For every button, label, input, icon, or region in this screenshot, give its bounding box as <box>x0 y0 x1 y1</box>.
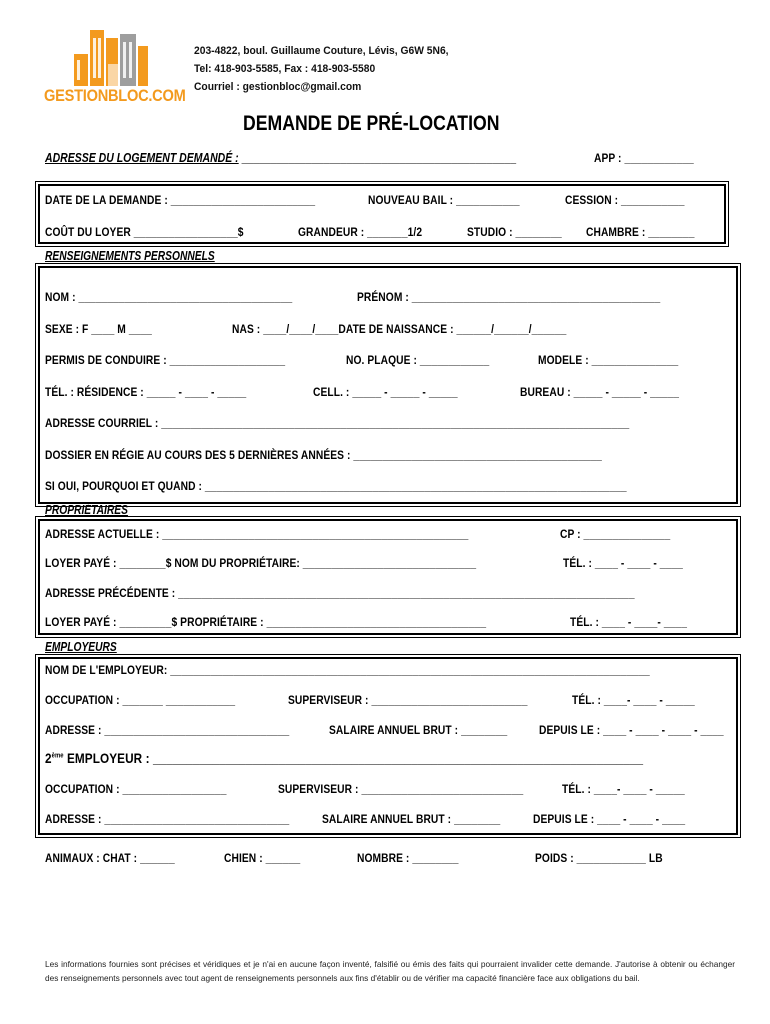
last-name-field[interactable]: NOM : _____________________________________ <box>45 290 293 304</box>
occupation-2-field[interactable]: OCCUPATION : __________________ <box>45 782 227 796</box>
cat-field[interactable]: ANIMAUX : CHAT : ______ <box>45 851 175 865</box>
assignment-field[interactable]: CESSION : ___________ <box>565 193 685 207</box>
employers-box <box>38 657 738 835</box>
pet-count-field[interactable]: NOMBRE : ________ <box>357 851 459 865</box>
since-2-field[interactable]: DEPUIS LE : ____ - ____ - ____ <box>533 812 686 826</box>
pet-weight-field[interactable]: POIDS : ____________ LB <box>535 851 663 865</box>
office-phone-field[interactable]: BUREAU : _____ - _____ - _____ <box>520 385 680 399</box>
plate-field[interactable]: NO. PLAQUE : ____________ <box>346 353 490 367</box>
employers-section-title: EMPLOYEURS <box>45 640 117 654</box>
new-lease-field[interactable]: NOUVEAU BAIL : ___________ <box>368 193 520 207</box>
room-field[interactable]: CHAMBRE : ________ <box>586 225 695 239</box>
postal-code-field[interactable]: CP : _______________ <box>560 527 671 541</box>
license-field[interactable]: PERMIS DE CONDUIRE : ____________________ <box>45 353 286 367</box>
salary-1-field[interactable]: SALAIRE ANNUEL BRUT : ________ <box>329 723 508 737</box>
rental-board-field[interactable]: DOSSIER EN RÉGIE AU COURS DES 5 DERNIÈRES ANNÉES : ___________________________________________ <box>45 448 602 462</box>
previous-rent-owner-field[interactable]: LOYER PAYÉ : _________$ PROPRIÉTAIRE : ______________________________________ <box>45 615 487 629</box>
sin-birthdate-field[interactable]: NAS : ____/____/____DATE DE NAISSANCE : ______/______/______ <box>232 322 567 336</box>
studio-field[interactable]: STUDIO : ________ <box>467 225 562 239</box>
page-title: DEMANDE DE PRÉ-LOCATION <box>243 112 500 135</box>
sex-field[interactable]: SEXE : F ____ M ____ <box>45 322 152 336</box>
employer-2-address-field[interactable]: ADRESSE : ________________________________ <box>45 812 290 826</box>
request-date-field[interactable]: DATE DE LA DEMANDE : _________________________ <box>45 193 316 207</box>
occupation-1-field[interactable]: OCCUPATION : _______ ____________ <box>45 693 236 707</box>
second-employer-field[interactable] <box>45 750 643 766</box>
employer-1-phone-field[interactable]: TÉL. : ____- ____ - _____ <box>572 693 695 707</box>
rent-cost-field[interactable]: COÛT DU LOYER __________________$ <box>45 225 244 239</box>
email-field[interactable]: ADRESSE COURRIEL : _________________________________________________________________________________ <box>45 416 630 430</box>
second-suffix: ème <box>51 752 64 760</box>
current-owner-phone-field[interactable]: TÉL. : ____ - ____ - ____ <box>563 556 683 570</box>
second-number: 2 <box>45 750 52 766</box>
company-address: 203-4822, boul. Guillaume Couture, Lévis, G6W 5N6, <box>194 45 449 57</box>
home-phone-field[interactable]: TÉL. : RÉSIDENCE : _____ - ____ - _____ <box>45 385 247 399</box>
first-name-field[interactable]: PRÉNOM : ___________________________________________ <box>357 290 661 304</box>
previous-owner-phone-field[interactable]: TÉL. : ____ - ____- ____ <box>570 615 687 629</box>
personal-section-title: RENSEIGNEMENTS PERSONNELS <box>45 249 215 263</box>
current-rent-owner-field[interactable]: LOYER PAYÉ : ________$ NOM DU PROPRIÉTAIRE: ______________________________ <box>45 556 477 570</box>
salary-2-field[interactable]: SALAIRE ANNUEL BRUT : ________ <box>322 812 501 826</box>
employer-1-address-field[interactable]: ADRESSE : ________________________________ <box>45 723 290 737</box>
since-1-field[interactable]: DEPUIS LE : ____ - ____ - ____ - ____ <box>539 723 724 737</box>
second-employer-label: EMPLOYEUR : __________________________________________________________________________ <box>63 750 644 766</box>
owners-section-title: PROPRIÉTAIRES <box>45 503 128 517</box>
model-field[interactable]: MODELE : _______________ <box>538 353 679 367</box>
logo-text: GESTIONBLOC.COM <box>44 86 186 105</box>
requested-address-field[interactable]: _______________________________________________ <box>241 151 517 165</box>
dog-field[interactable]: CHIEN : ______ <box>224 851 301 865</box>
previous-address-field[interactable]: ADRESSE PRÉCÉDENTE : _______________________________________________________________________________ <box>45 586 635 600</box>
employer-name-field[interactable]: NOM DE L'EMPLOYEUR: ___________________________________________________________________________________ <box>45 663 650 677</box>
employer-2-phone-field[interactable]: TÉL. : ____- ____ - _____ <box>562 782 685 796</box>
company-phone: Tel: 418-903-5585, Fax : 418-903-5580 <box>194 63 376 75</box>
requested-address-label: ADRESSE DU LOGEMENT DEMANDÉ : <box>45 151 239 165</box>
requested-address-row <box>45 151 516 165</box>
current-address-field[interactable]: ADRESSE ACTUELLE : _____________________________________________________ <box>45 527 469 541</box>
declaration-text: Les informations fournies sont précises et véridiques et je n'ai en aucune façon inventé, falsifié ou émis des faits qui pourraient invalider cette demande. J'autorise à obtenir ou échanger des renseignements personnels avec tout agent de renseignements personnels aux fins d'établir ou de vérifier ma capacité financière face aux obligations du bail. <box>45 959 735 983</box>
company-logo <box>44 24 184 110</box>
supervisor-1-field[interactable]: SUPERVISEUR : ___________________________ <box>288 693 528 707</box>
reason-field[interactable]: SI OUI, POURQUOI ET QUAND : _________________________________________________________________________ <box>45 479 627 493</box>
apartment-field[interactable]: APP : ____________ <box>594 151 694 165</box>
company-email: Courriel : gestionbloc@gmail.com <box>194 81 362 93</box>
size-field[interactable]: GRANDEUR : _______1/2 <box>298 225 423 239</box>
cell-phone-field[interactable]: CELL. : _____ - _____ - _____ <box>313 385 458 399</box>
supervisor-2-field[interactable]: SUPERVISEUR : ____________________________ <box>278 782 524 796</box>
